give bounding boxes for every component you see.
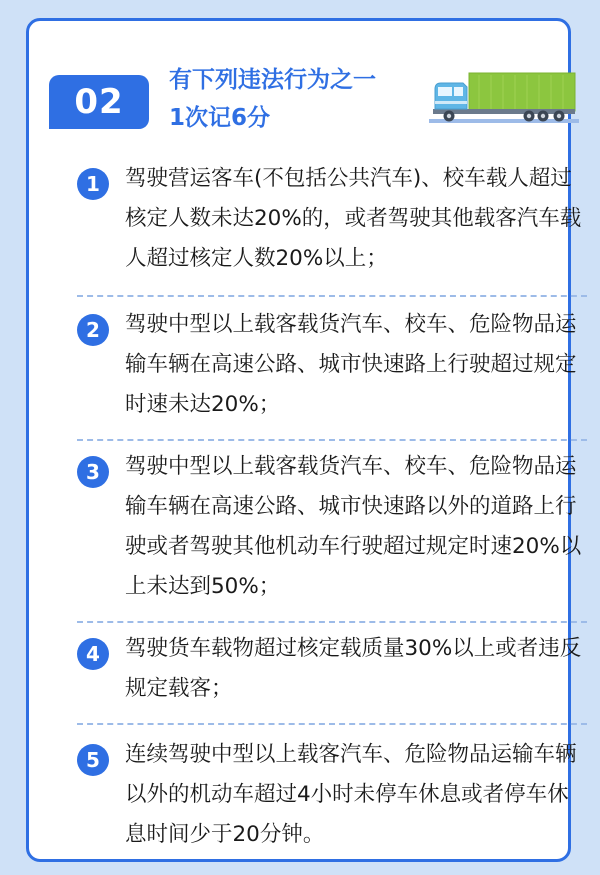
rule-text: 驾驶营运客车(不包括公共汽车)、校车载人超过核定人数未达20%的，或者驾驶其他载客汽车载人超过核定人数20%以上； bbox=[125, 166, 582, 271]
rule-number-badge: 3 bbox=[77, 456, 109, 488]
section-badge: 02 bbox=[49, 75, 149, 129]
heading-line-1: 有下列违法行为之一 bbox=[169, 67, 376, 93]
rule-card bbox=[26, 18, 582, 862]
rule-text: 驾驶中型以上载客载货汽车、校车、危险物品运输车辆在高速公路、城市快速路上行驶超过规定时速未达20%； bbox=[125, 312, 577, 417]
dashed-divider bbox=[77, 621, 587, 623]
dashed-divider bbox=[77, 723, 587, 725]
truck-icon bbox=[429, 71, 579, 127]
rule-text: 驾驶货车载物超过核定载质量30%以上或者违反规定载客； bbox=[125, 636, 582, 701]
rule-number-badge: 2 bbox=[77, 314, 109, 346]
dashed-divider bbox=[77, 439, 587, 441]
heading-line-2: 1次记6分 bbox=[169, 105, 271, 131]
section-heading bbox=[169, 61, 376, 137]
rule-text: 连续驾驶中型以上载客汽车、危险物品运输车辆以外的机动车超过4小时未停车休息或者停车休息时间少于20分钟。 bbox=[125, 742, 577, 847]
dashed-divider bbox=[77, 295, 587, 297]
rule-number-badge: 5 bbox=[77, 744, 109, 776]
rule-number-badge: 4 bbox=[77, 638, 109, 670]
rule-text: 驾驶中型以上载客载货汽车、校车、危险物品运输车辆在高速公路、城市快速路以外的道路上行驶或者驾驶其他机动车行驶超过规定时速20%以上未达到50%； bbox=[125, 454, 582, 599]
rule-number-badge: 1 bbox=[77, 168, 109, 200]
